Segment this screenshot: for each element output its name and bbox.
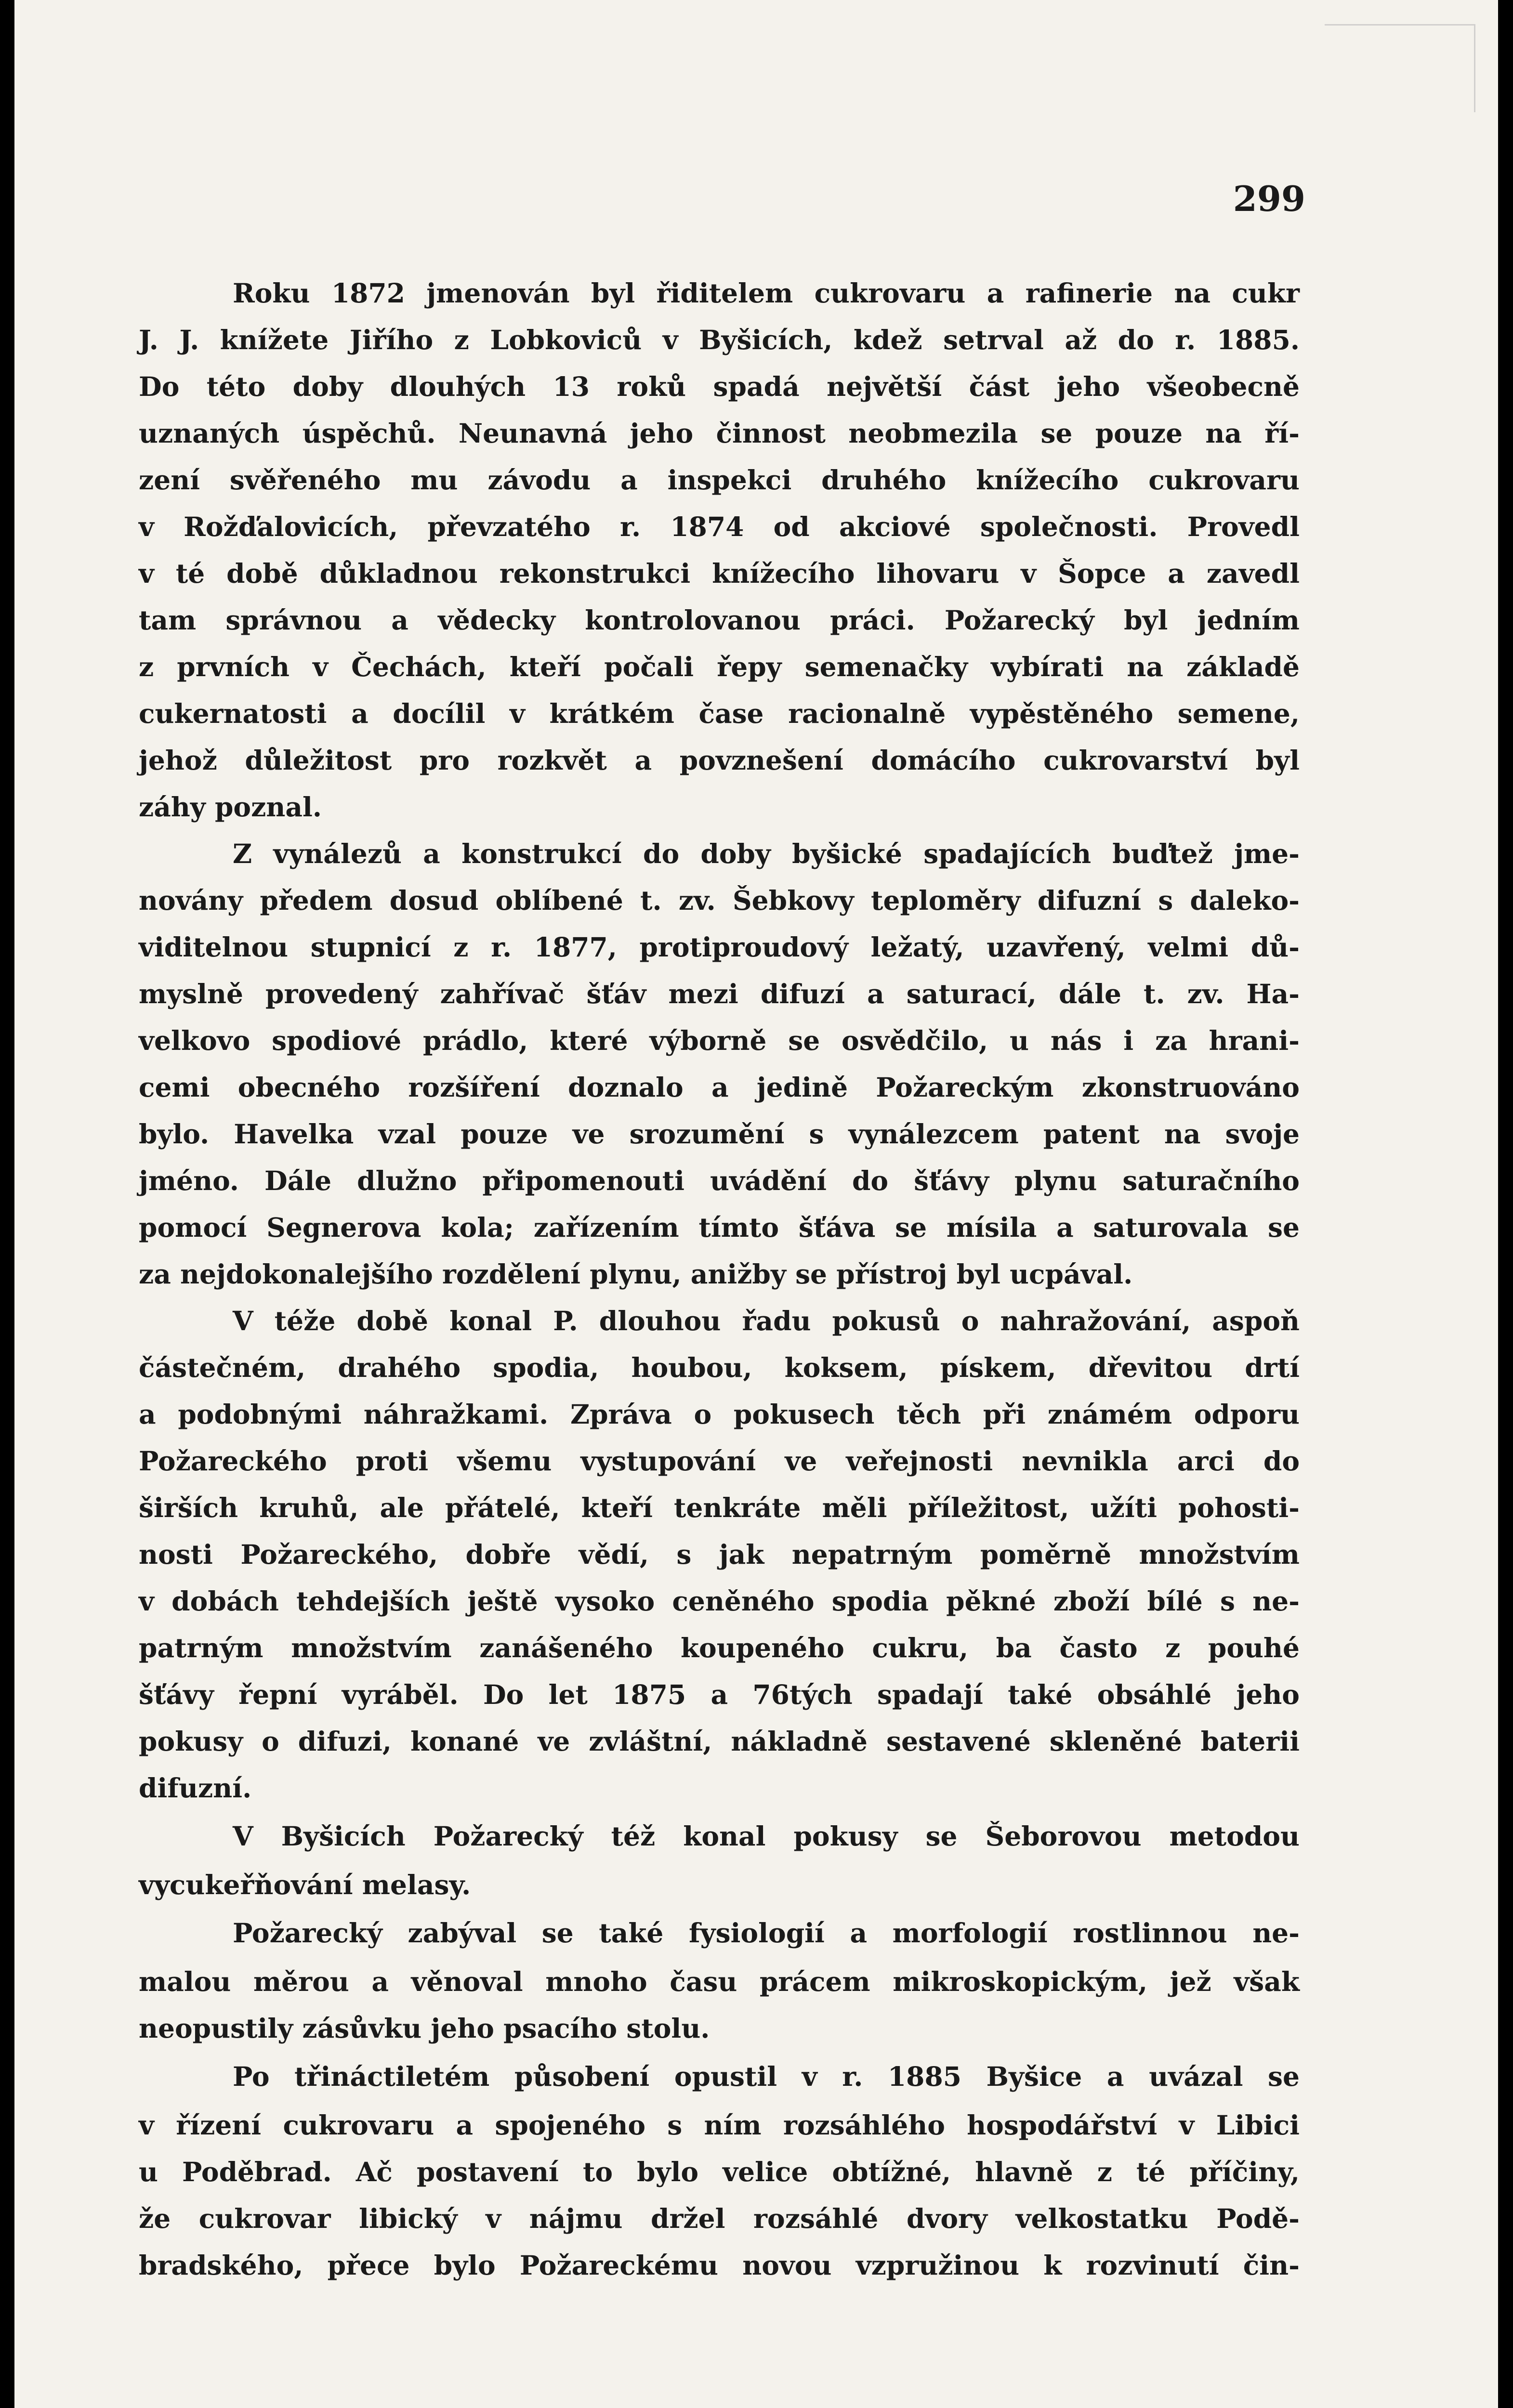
text-line: patrným množstvím zanášeného koupeného cukru, ba často z pouhé [139, 1632, 1300, 1663]
text-line: bylo. Havelka vzal pouze ve srozumění s vynálezcem patent na svoje [139, 1118, 1300, 1150]
text-line: že cukrovar libický v nájmu držel rozsáhlé dvory velkostatku Podě- [139, 2203, 1300, 2234]
scan-corner-mark [1325, 24, 1475, 112]
text-line: Požarecký zabýval se také fysiologií a morfologií rostlinnou ne- [233, 1917, 1300, 1949]
text-line: šťávy řepní vyráběl. Do let 1875 a 76tých spadají také obsáhlé jeho [139, 1679, 1300, 1710]
text-line: pomocí Segnerova kola; zařízením tímto šťáva se mísila a saturovala se [139, 1212, 1300, 1243]
text-line: Z vynálezů a konstrukcí do doby byšické spadajících buďtež jme- [233, 838, 1300, 869]
text-line: novány předem dosud oblíbené t. zv. Šebkovy teploměry difuzní s daleko- [139, 885, 1300, 916]
text-line: širších kruhů, ale přátelé, kteří tenkráte měli příležitost, užíti pohosti- [139, 1492, 1300, 1523]
text-line: v dobách tehdejších ještě vysoko ceněného spodia pěkné zboží bílé s ne- [139, 1585, 1300, 1617]
text-line: viditelnou stupnicí z r. 1877, protiproudový ležatý, uzavřený, velmi dů- [139, 931, 1300, 963]
text-line: myslně provedený zahřívač šťáv mezi difuzí a saturací, dále t. zv. Ha- [139, 978, 1300, 1009]
text-line: jehož důležitost pro rozkvět a povznešení domácího cukrovarství byl [139, 745, 1300, 776]
text-line: Požareckého proti všemu vystupování ve veřejnosti nevnikla arci do [139, 1445, 1300, 1477]
text-line: V Byšicích Požarecký též konal pokusy se Šeborovou metodou [233, 1820, 1300, 1852]
text-line: zení svěřeného mu závodu a inspekci druhého knížecího cukrovaru [139, 464, 1300, 496]
text-line: tam správnou a vědecky kontrolovanou práci. Požarecký byl jedním [139, 604, 1300, 636]
text-line: v Rožďalovicích, převzatého r. 1874 od akciové společnosti. Provedl [139, 511, 1300, 542]
text-line: Po třináctiletém působení opustil v r. 1885 Byšice a uvázal se [233, 2061, 1300, 2092]
body-text [139, 270, 1300, 2289]
text-line: nosti Požareckého, dobře vědí, s jak nepatrným poměrně množstvím [139, 1539, 1300, 1570]
text-line: difuzní. [139, 1772, 252, 1804]
text-line: velkovo spodiové prádlo, které výborně se osvědčilo, u nás i za hrani- [139, 1025, 1300, 1056]
text-line: záhy poznal. [139, 791, 322, 823]
text-line: vycukeřňování melasy. [139, 1869, 471, 1900]
text-line: malou měrou a věnoval mnoho času prácem mikroskopickým, jež však [139, 1966, 1300, 1997]
text-line: V téže době konal P. dlouhou řadu pokusů o nahražování, aspoň [233, 1305, 1300, 1336]
text-line: cukernatosti a docílil v krátkém čase racionalně vypěstěného semene, [139, 698, 1300, 729]
text-line: u Poděbrad. Ač postavení to bylo velice obtížné, hlavně z té příčiny, [139, 2156, 1300, 2187]
text-line: pokusy o difuzi, konané ve zvláštní, nákladně sestavené skleněné baterii [139, 1726, 1300, 1757]
text-line: za nejdokonalejšího rozdělení plynu, anižby se přístroj byl ucpával. [139, 1258, 1133, 1290]
text-line: J. J. knížete Jiřího z Lobkoviců v Byšicích, kdež setrval až do r. 1885. [139, 324, 1300, 355]
text-line: neopustily zásůvku jeho psacího stolu. [139, 2013, 710, 2044]
book-page [14, 0, 1498, 2408]
text-line: Roku 1872 jmenován byl řiditelem cukrovaru a rafinerie na cukr [233, 277, 1300, 309]
page-number: 299 [1233, 178, 1305, 219]
text-line: v té době důkladnou rekonstrukci knížecího lihovaru v Šopce a zavedl [139, 558, 1300, 589]
text-line: v řízení cukrovaru a spojeného s ním rozsáhlého hospodářství v Libici [139, 2109, 1300, 2141]
text-line: částečném, drahého spodia, houbou, koksem, pískem, dřevitou drtí [139, 1352, 1300, 1383]
text-line: z prvních v Čechách, kteří počali řepy semenačky vybírati na základě [139, 651, 1300, 682]
text-line: cemi obecného rozšíření doznalo a jedině Požareckým zkonstruováno [139, 1072, 1300, 1103]
text-line: jméno. Dále dlužno připomenouti uvádění do šťávy plynu saturačního [139, 1165, 1300, 1196]
text-line: bradského, přece bylo Požareckému novou vzpružinou k rozvinutí čin- [139, 2250, 1300, 2281]
text-line: Do této doby dlouhých 13 roků spadá největší část jeho všeobecně [139, 371, 1300, 402]
text-line: a podobnými náhražkami. Zpráva o pokusech těch při známém odporu [139, 1399, 1300, 1430]
text-line: uznaných úspěchů. Neunavná jeho činnost neobmezila se pouze na ří- [139, 418, 1300, 449]
